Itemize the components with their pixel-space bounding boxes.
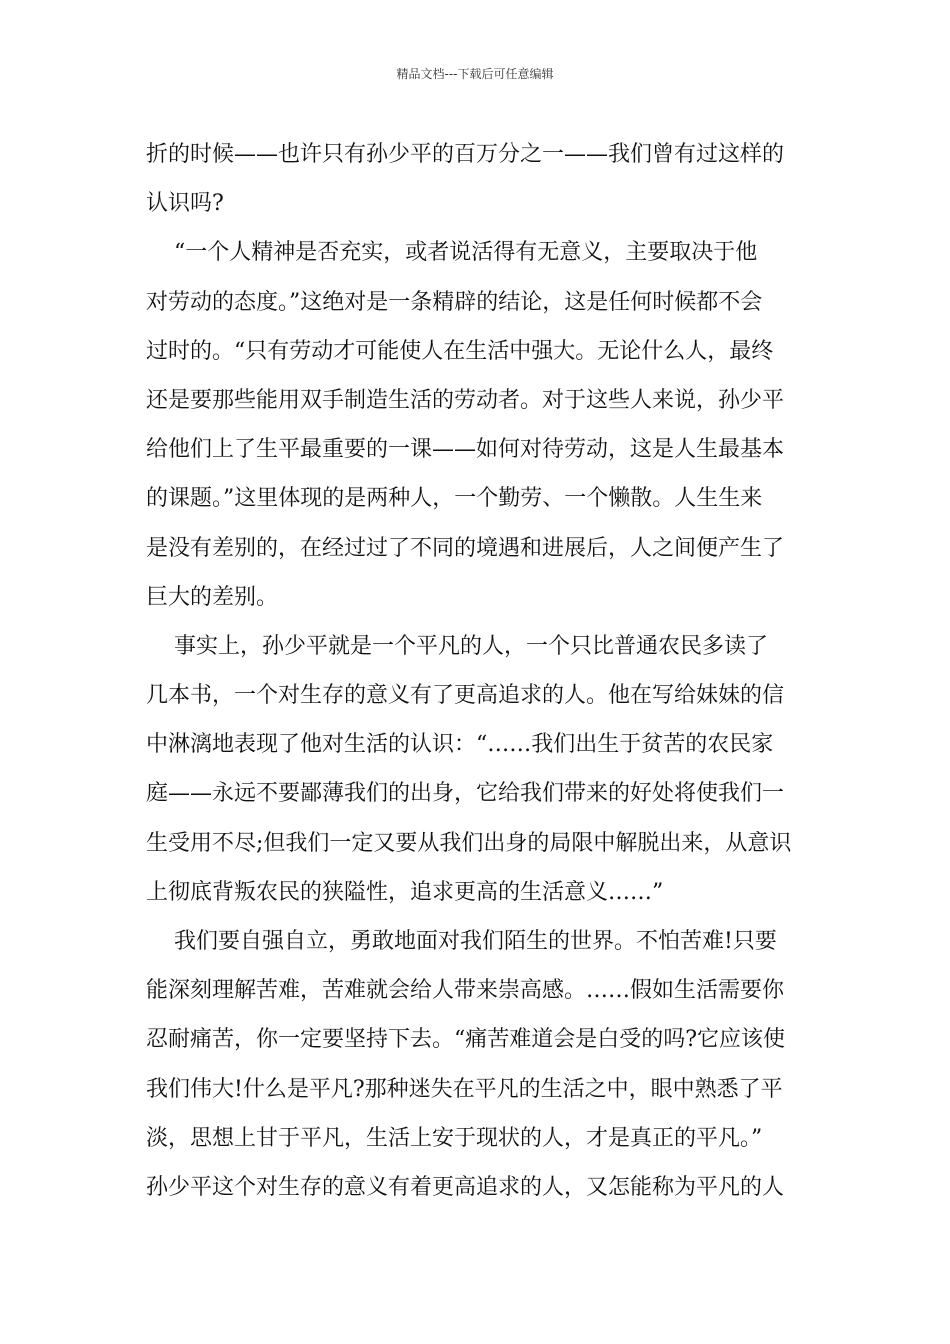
text-line: 过时的。“只有劳动才可能使人在生活中强大。无论什么人，最终 — [146, 338, 774, 364]
text-line: 给他们上了生平最重要的一课——如何对待劳动，这是人生最基本 — [146, 437, 785, 463]
text-line: 我们要自强自立，勇敢地面对我们陌生的世界。不怕苦难!只要 — [146, 929, 777, 954]
text-line: 生受用不尽;但我们一定又要从我们出身的局限中解脱出来，从意识 — [146, 830, 792, 856]
text-line: 还是要那些能用双手制造生活的劳动者。对于这些人来说，孙少平 — [146, 387, 785, 413]
text-line: 上彻底背叛农民的狭隘性，追求更高的生活意义……” — [146, 879, 664, 905]
text-line: 是没有差别的，在经过过了不同的境遇和进展后，人之间便产生了 — [146, 535, 785, 561]
text-line: 的课题。”这里体现的是两种人，一个勤劳、一个懒散。人生生来 — [146, 486, 763, 512]
text-line: 庭——永远不要鄙薄我们的出身，它给我们带来的好处将使我们一 — [146, 781, 785, 807]
text-line: 认识吗? — [146, 191, 224, 217]
body-text — [146, 130, 806, 1212]
text-line: 折的时候——也许只有孙少平的百万分之一——我们曾有过这样的 — [146, 142, 785, 167]
text-line: 淡，思想上甘于平凡，生活上安于现状的人，才是真正的平凡。” — [146, 1125, 763, 1151]
text-line: 事实上，孙少平就是一个平凡的人，一个只比普通农民多读了 — [146, 633, 768, 659]
text-line: 巨大的差别。 — [146, 584, 279, 610]
text-line: 孙少平这个对生存的意义有着更高追求的人，又怎能称为平凡的人 — [146, 1174, 785, 1200]
text-line: “一个人精神是否充实，或者说活得有无意义，主要取决于他 — [146, 240, 758, 266]
text-line: 中淋漓地表现了他对生活的认识：“……我们出生于贫苦的农民家 — [146, 732, 774, 758]
text-line: 忍耐痛苦，你一定要坚持下去。“痛苦难道会是白受的吗?它应该使 — [146, 1027, 786, 1053]
text-line: 对劳动的态度。”这绝对是一条精辟的结论，这是任何时候都不会 — [146, 289, 763, 315]
page-header: 精品文档---下载后可任意编辑 — [396, 67, 554, 81]
text-line: 我们伟大!什么是平凡?那种迷失在平凡的生活之中，眼中熟悉了平 — [146, 1076, 783, 1102]
text-line: 几本书，一个对生存的意义有了更高追求的人。他在写给妹妹的信 — [146, 683, 785, 709]
text-line: 能深刻理解苦难，苦难就会给人带来崇高感。……假如生活需要你 — [146, 978, 785, 1004]
